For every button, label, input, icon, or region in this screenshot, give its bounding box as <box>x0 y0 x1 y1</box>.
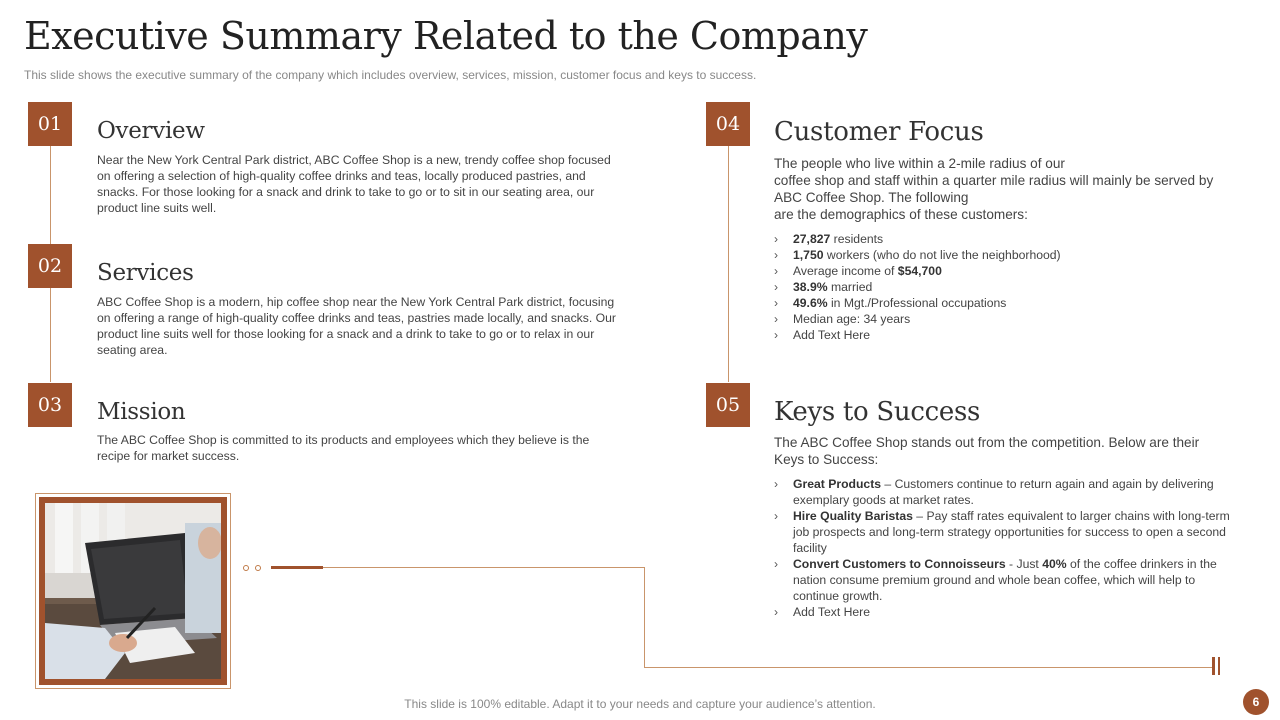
list-item <box>774 604 1244 620</box>
demographics-list <box>774 231 1244 343</box>
customer-focus-intro-line-4: are the demographics of these customers: <box>774 207 1028 222</box>
list-item <box>774 508 1244 556</box>
connector-line-2 <box>644 567 645 667</box>
timeline-line-right <box>728 146 729 382</box>
list-item <box>774 295 1244 311</box>
bullet-text: Average income of <box>793 264 898 278</box>
bullet-text: of the coffee drinkers in the nation consume premium ground and whole bean coffee, which will help to continue growth. <box>793 557 1217 603</box>
bullet-bold: 38.9% <box>793 280 828 294</box>
bullet-bold: Convert Customers to Connoisseurs <box>793 557 1006 571</box>
services-heading: Services <box>97 260 194 286</box>
bullet-text: – Pay staff rates equivalent to larger chains with long-term job prospects and long-term strategy opportunities for success to open a second facility <box>793 509 1230 555</box>
bullet-bold: 49.6% <box>793 296 828 310</box>
bullet-text: workers (who do not live the neighborhood) <box>823 248 1061 262</box>
overview-body: Near the New York Central Park district, ABC Coffee Shop is a new, trendy coffee shop focused on offering a selection of high-quality coffee drinks and teas, locally produced pastries, and snacks. For those looking for a snack and drink to take to go or to sit in our seating area, our product line suits well. <box>97 153 611 215</box>
connector-line-1 <box>323 567 644 568</box>
connector-dot-2 <box>255 565 261 571</box>
customer-focus-intro <box>774 155 1244 223</box>
customer-focus-intro-line-3: ABC Coffee Shop. The following <box>774 190 969 205</box>
list-item <box>774 556 1244 604</box>
services-body: ABC Coffee Shop is a modern, hip coffee shop near the New York Central Park district, focusing on offering a range of high-quality coffee drinks and teas, pastries made locally, and snacks. Our product line suits well for those looking for a snack and a drink to take to go or to relax in our seating area. <box>97 295 616 357</box>
list-item <box>774 279 1244 295</box>
bullet-text: in Mgt./Professional occupations <box>827 296 1007 310</box>
customer-focus-intro-line-2: coffee shop and staff within a quarter mile radius will mainly be served by <box>774 173 1214 188</box>
keys-list <box>774 476 1244 620</box>
page-number: 6 <box>1243 689 1269 715</box>
customer-focus-heading: Customer Focus <box>774 117 984 147</box>
bullet-text: married <box>827 280 873 294</box>
list-item <box>774 476 1244 508</box>
keys-intro: The ABC Coffee Shop stands out from the competition. Below are their Keys to Success: <box>774 435 1200 467</box>
connector-line-3 <box>644 667 1212 668</box>
bullet-text: residents <box>830 232 884 246</box>
slide-title: Executive Summary Related to the Company <box>24 14 868 58</box>
bullet-text: Median age: 34 years <box>793 312 911 326</box>
connector-end-mark-1 <box>1212 657 1215 675</box>
customer-focus-intro-line-1: The people who live within a 2-mile radius of our <box>774 156 1065 171</box>
section-number-02: 02 <box>28 244 72 288</box>
bullet-text: - Just <box>1005 557 1043 571</box>
bullet-bold: Hire Quality Baristas <box>793 509 913 523</box>
bullet-text: Add Text Here <box>793 328 871 342</box>
list-item <box>774 311 1244 327</box>
section-number-04: 04 <box>706 102 750 146</box>
connector-line-thick <box>271 566 323 569</box>
connector-end-mark-2 <box>1218 657 1220 675</box>
bullet-text: Add Text Here <box>793 605 871 619</box>
list-item <box>774 263 1244 279</box>
section-number-03: 03 <box>28 383 72 427</box>
section-number-05: 05 <box>706 383 750 427</box>
overview-heading: Overview <box>97 118 205 144</box>
list-item <box>774 231 1244 247</box>
laptop-desk-image <box>45 503 221 679</box>
bullet-bold: Great Products <box>793 477 882 491</box>
bullet-bold: 40% <box>1042 557 1067 571</box>
section-number-01: 01 <box>28 102 72 146</box>
laptop-photo <box>39 497 227 685</box>
slide-subtitle: This slide shows the executive summary of the company which includes overview, services, mission, customer focus and keys to success. <box>24 68 757 82</box>
list-item <box>774 327 1244 343</box>
mission-body: The ABC Coffee Shop is committed to its products and employees which they believe is the recipe for market success. <box>97 433 590 463</box>
keys-heading: Keys to Success <box>774 397 981 427</box>
bullet-text: – Customers continue to return again and again by delivering exemplary goods at market rates. <box>793 477 1214 507</box>
list-item <box>774 247 1244 263</box>
mission-heading: Mission <box>97 399 186 425</box>
bullet-bold: 27,827 <box>793 232 831 246</box>
footer-note: This slide is 100% editable. Adapt it to your needs and capture your audience’s attention. <box>404 697 876 711</box>
connector-dot-1 <box>243 565 249 571</box>
bullet-bold: 1,750 <box>793 248 824 262</box>
bullet-bold: $54,700 <box>897 264 942 278</box>
